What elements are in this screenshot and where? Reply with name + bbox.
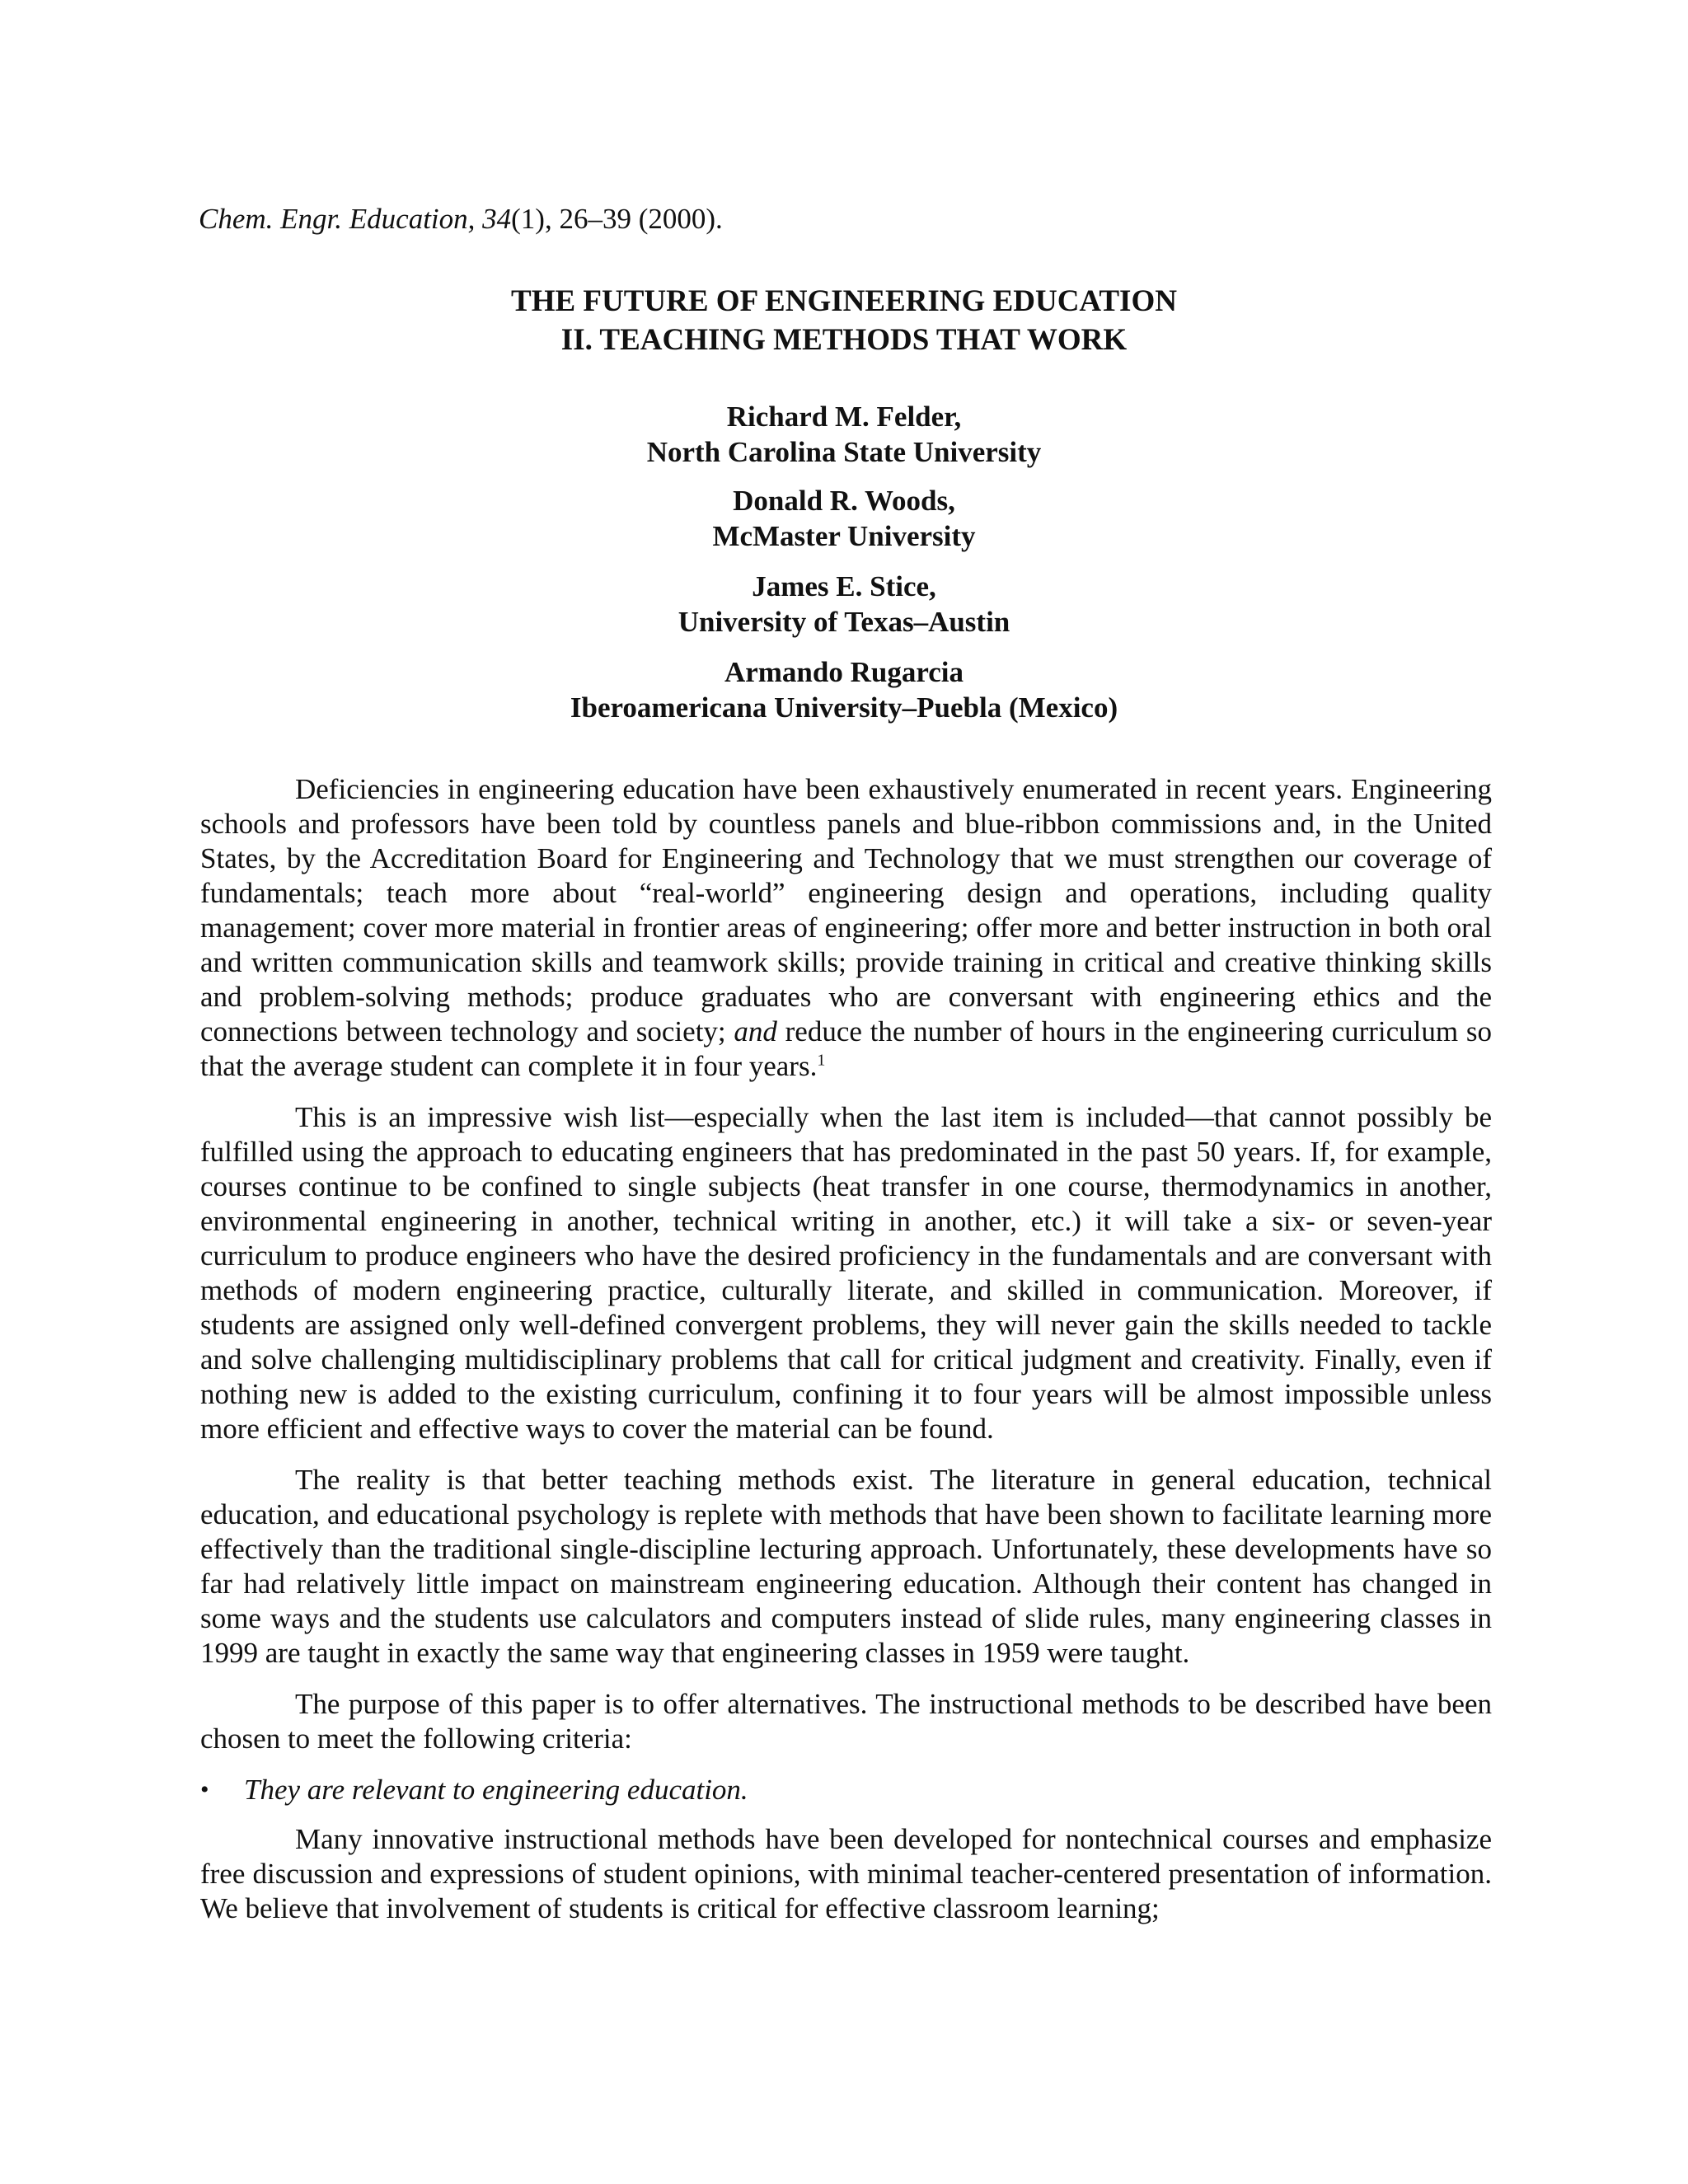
paragraph-1 bbox=[200, 772, 1492, 1084]
title-line-1: THE FUTURE OF ENGINEERING EDUCATION bbox=[511, 284, 1177, 318]
author-affiliation: McMaster University bbox=[712, 520, 976, 552]
paragraph-1-text-b: reduce the number of hours in the engineering curriculum so that the average student can complete it in four years. bbox=[200, 1015, 1492, 1082]
author-name: Donald R. Woods, bbox=[733, 485, 955, 517]
author-affiliation: North Carolina State University bbox=[646, 436, 1042, 468]
citation-issue-pages-year: (1), 26–39 (2000). bbox=[511, 203, 723, 235]
paper-title bbox=[0, 282, 1688, 359]
author-name: Armando Rugarcia bbox=[724, 656, 964, 688]
bullet-item bbox=[200, 1773, 1492, 1807]
author-block-1 bbox=[0, 399, 1688, 470]
paragraph-4: The purpose of this paper is to offer alternatives. The instructional methods to be described have been chosen to meet the following criteria: bbox=[200, 1688, 1492, 1755]
paragraph-1-emphasis: and bbox=[734, 1015, 777, 1047]
author-block-2 bbox=[0, 483, 1688, 554]
paragraph-3: The reality is that better teaching methods exist. The literature in general education, technical education, and educational psychology is replete with methods that have been shown to facilitate learning more effectively than the traditional single-discipline lecturing approach. Unfortunately, these developments have so far had relatively little impact on mainstream engineering education. Although their content has changed in some ways and the students use calculators and computers instead of slide rules, many engineering classes in 1999 are taught in exactly the same way that engineering classes in 1959 were taught. bbox=[200, 1464, 1492, 1669]
bullet-body: Many innovative instructional methods have been developed for nontechnical courses and emphasize free discussion and expressions of student opinions, with minimal teacher-centered presentation of information. We believe that involvement of students is critical for effective classroom learning; bbox=[200, 1823, 1492, 1924]
paragraph-1-text-a: Deficiencies in engineering education have been exhaustively enumerated in recent years. Engineering schools and professors have been told by countless panels and blue-ribbon commissions and, in the United States, by the Accreditation Board for Engineering and Technology that we must strengthen our coverage of fundamentals; teach more about “real-world” engineering design and operations, including quality management; cover more material in frontier areas of engineering; offer more and better instruction in both oral and written communication skills and teamwork skills; provide training in critical and creative thinking skills and problem-solving methods; produce graduates who are conversant with engineering ethics and the connections between technology and society; bbox=[200, 773, 1492, 1047]
author-affiliation: University of Texas–Austin bbox=[678, 606, 1010, 638]
title-line-2: II. TEACHING METHODS THAT WORK bbox=[560, 323, 1128, 357]
author-name: Richard M. Felder, bbox=[726, 401, 962, 433]
citation-header bbox=[199, 201, 723, 237]
bullet-label: They are relevant to engineering education. bbox=[244, 1774, 748, 1806]
bullet-icon: • bbox=[200, 1776, 209, 1803]
paragraph-2: This is an impressive wish list—especially when the last item is included—that cannot possibly be fulfilled using the approach to educating engineers that has predominated in the past 50 years. If, for example, courses continue to be confined to single subjects (heat transfer in one course, thermodynamics in another, environmental engineering in another, technical writing in another, etc.) it will take a six- or seven-year curriculum to produce engineers who have the desired proficiency in the fundamentals and are conversant with methods of modern engineering practice, culturally literate, and skilled in communication. Moreover, if students are assigned only well-defined convergent problems, they will never gain the skills needed to tackle and solve challenging multidisciplinary problems that call for critical judgment and creativity. Finally, even if nothing new is added to the existing curriculum, confining it to four years will be almost impossible unless more efficient and effective ways to cover the material can be found. bbox=[200, 1101, 1492, 1445]
author-block-4 bbox=[0, 654, 1688, 725]
author-block-3 bbox=[0, 569, 1688, 640]
citation-journal: Chem. Engr. Education, 34 bbox=[199, 203, 512, 235]
footnote-marker[interactable]: 1 bbox=[817, 1051, 826, 1070]
body-text bbox=[200, 772, 1492, 1943]
author-name: James E. Stice, bbox=[752, 570, 936, 602]
author-affiliation: Iberoamericana University–Puebla (Mexico) bbox=[570, 691, 1118, 724]
